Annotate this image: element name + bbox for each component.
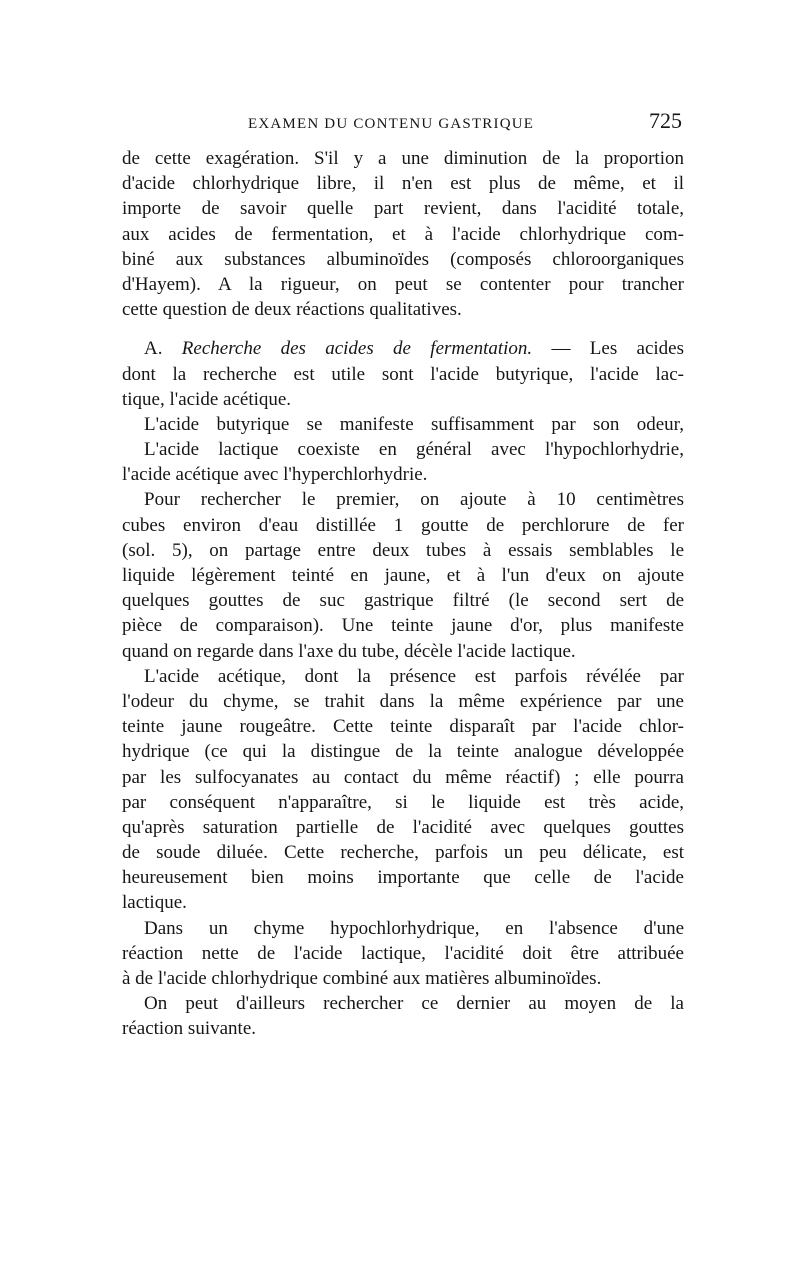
section-heading-rest: — Les acides	[532, 338, 684, 360]
paragraph-butyric-acid	[122, 412, 684, 437]
text-line: d'Hayem). A la rigueur, on peut se contenter pour trancher	[122, 273, 684, 295]
section-label: A.	[144, 338, 182, 360]
text-line: Pour rechercher le premier, on ajoute à 10 centimètres	[144, 489, 684, 511]
text-line: pièce de comparaison). Une teinte jaune d'or, plus manifeste	[122, 615, 684, 637]
text-line: lactique.	[122, 892, 187, 914]
text-line: biné aux substances albuminoïdes (composés chloroorganiques	[122, 248, 684, 270]
text-line: L'acide butyrique se manifeste suffisamment par son odeur,	[144, 413, 684, 435]
paragraph-gap	[122, 322, 684, 336]
text-line: de cette exagération. S'il y a une diminution de la proportion	[122, 148, 684, 169]
text-line: (sol. 5), on partage entre deux tubes à essais semblables le	[122, 539, 684, 561]
text-line: de soude diluée. Cette recherche, parfois un peu délicate, est	[122, 842, 684, 864]
section-fermentation-acids	[122, 336, 684, 412]
text-line: l'acide acétique avec l'hyperchlorhydrie.	[122, 464, 428, 486]
running-head: EXAMEN DU CONTENU GASTRIQUE	[248, 116, 535, 132]
text-line: par conséquent n'apparaître, si le liquide est très acide,	[122, 791, 684, 813]
paragraph-following-reaction	[122, 991, 684, 1041]
text-line: heureusement bien moins importante que celle de l'acide	[122, 867, 684, 889]
section-heading-line	[122, 336, 684, 361]
text-line: d'acide chlorhydrique libre, il n'en est plus de même, et il	[122, 173, 684, 195]
text-line: par les sulfocyanates au contact du même réactif) ; elle pourra	[122, 766, 684, 788]
text-line: à de l'acide chlorhydrique combiné aux matières albuminoïdes.	[122, 968, 602, 989]
text-line: cette question de deux réactions qualitatives.	[122, 299, 462, 321]
text-line: importe de savoir quelle part revient, dans l'acidité totale,	[122, 198, 684, 220]
text-line: L'acide lactique coexiste en général avec l'hypochlorhydrie,	[144, 439, 684, 461]
text-line: dont la recherche est utile sont l'acide butyrique, l'acide lac-	[122, 363, 684, 385]
page-header	[122, 108, 684, 138]
text-line: l'odeur du chyme, se trahit dans la même expérience par une	[122, 690, 684, 712]
paragraph-lactic-acid	[122, 437, 684, 487]
body-text	[122, 146, 684, 1042]
page-number: 725	[649, 108, 682, 133]
text-line: qu'après saturation partielle de l'acidité avec quelques gouttes	[122, 816, 684, 838]
text-line: liquide légèrement teinté en jaune, et à l'un d'eux on ajoute	[122, 565, 684, 586]
text-line: L'acide acétique, dont la présence est parfois révélée par	[144, 665, 684, 687]
text-line: On peut d'ailleurs rechercher ce dernier au moyen de la	[144, 993, 684, 1015]
section-title: Recherche des acides de fermentation.	[181, 338, 533, 360]
text-line: quelques gouttes de suc gastrique filtré (le second sert de	[122, 590, 684, 612]
text-line: cubes environ d'eau distillée 1 goutte de perchlorure de fer	[122, 514, 684, 536]
paragraph-hypochlorhydric-chyme	[122, 916, 684, 992]
paragraph-procedure	[122, 487, 684, 663]
paragraph-exaggeration	[122, 146, 684, 322]
text-line: hydrique (ce qui la distingue de la teinte analogue développée	[122, 741, 684, 763]
paragraph-acetic-acid	[122, 664, 684, 916]
text-line: tique, l'acide acétique.	[122, 388, 292, 410]
text-line: Dans un chyme hypochlorhydrique, en l'absence d'une	[144, 917, 684, 939]
text-line: réaction suivante.	[122, 1018, 257, 1040]
text-line: réaction nette de l'acide lactique, l'acidité doit être attribuée	[122, 942, 684, 964]
text-line: quand on regarde dans l'axe du tube, décèle l'acide lactique.	[122, 640, 576, 662]
text-line: teinte jaune rougeâtre. Cette teinte disparaît par l'acide chlor-	[122, 716, 684, 738]
text-line: aux acides de fermentation, et à l'acide chlorhydrique com-	[122, 223, 684, 245]
